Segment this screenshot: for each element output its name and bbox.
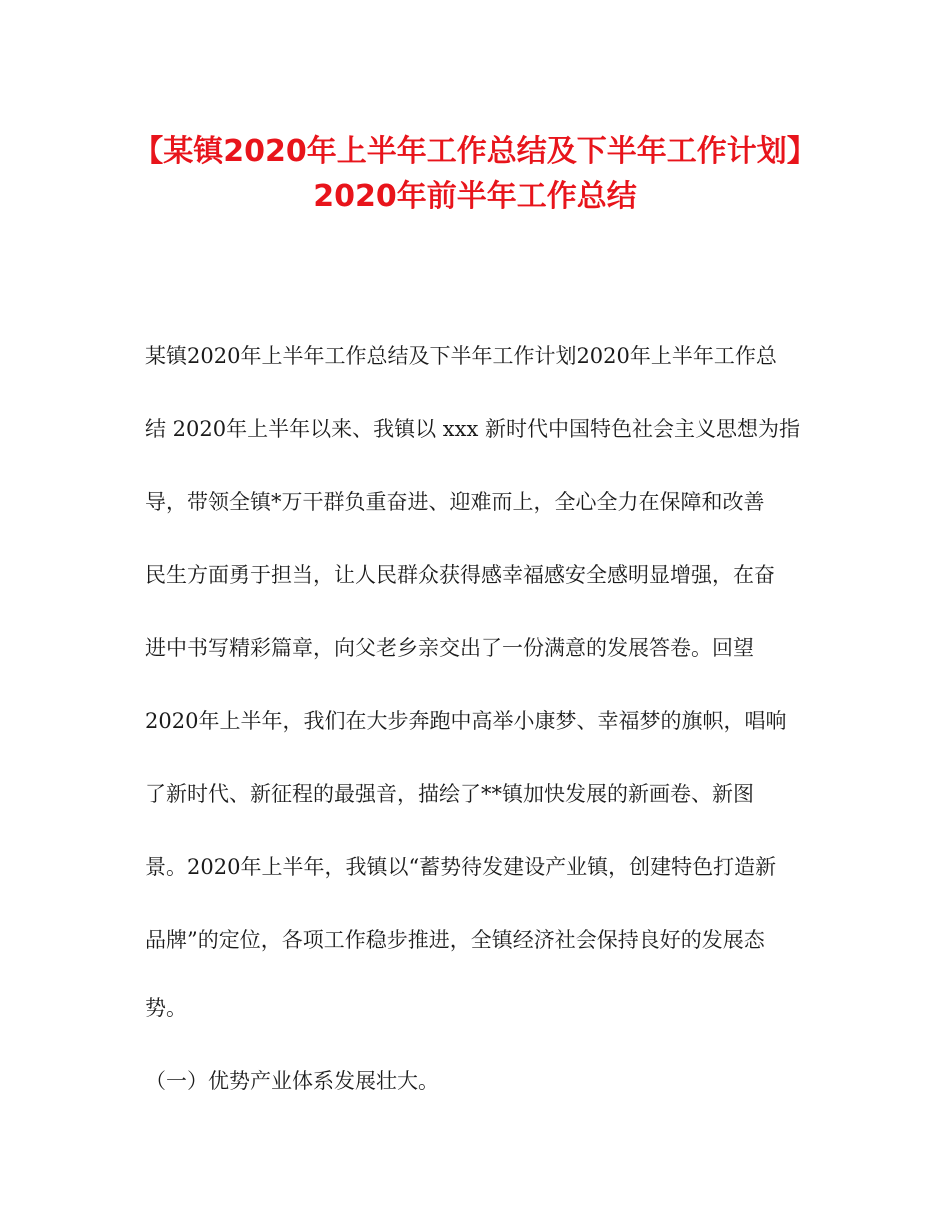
document-subtitle: 2020年前半年工作总结 — [313, 179, 637, 214]
section-heading: （一）优势产业体系发展壮大。 — [145, 1069, 439, 1093]
body-line-9: 品牌”的定位，各项工作稳步推进，全镇经济社会保持良好的发展态 — [145, 928, 765, 952]
body-line-4: 民生方面勇于担当，让人民群众获得感幸福感安全感明显增强，在奋 — [145, 563, 775, 587]
body-line-5: 进中书写精彩篇章，向父老乡亲交出了一份满意的发展答卷。回望 — [145, 636, 754, 660]
body-line-3: 导，带领全镇*万干群负重奋进、迎难而上，全心全力在保障和改善 — [145, 490, 765, 514]
body-line-2: 结 2020年上半年以来、我镇以 xxx 新时代中国特色社会主义思想为指 — [145, 417, 800, 441]
body-line-8: 景。2020年上半年，我镇以“蓄势待发建设产业镇，创建特色打造新 — [145, 855, 777, 879]
body-line-7: 了新时代、新征程的最强音，描绘了**镇加快发展的新画卷、新图 — [145, 782, 754, 806]
body-line-10: 势。 — [145, 996, 187, 1020]
body-line-6: 2020年上半年，我们在大步奔跑中高举小康梦、幸福梦的旗帜，唱响 — [145, 709, 787, 733]
body-line-1: 某镇2020年上半年工作总结及下半年工作计划2020年上半年工作总 — [145, 344, 777, 368]
document-title: 【某镇2020年上半年工作总结及下半年工作计划】 — [133, 134, 817, 169]
